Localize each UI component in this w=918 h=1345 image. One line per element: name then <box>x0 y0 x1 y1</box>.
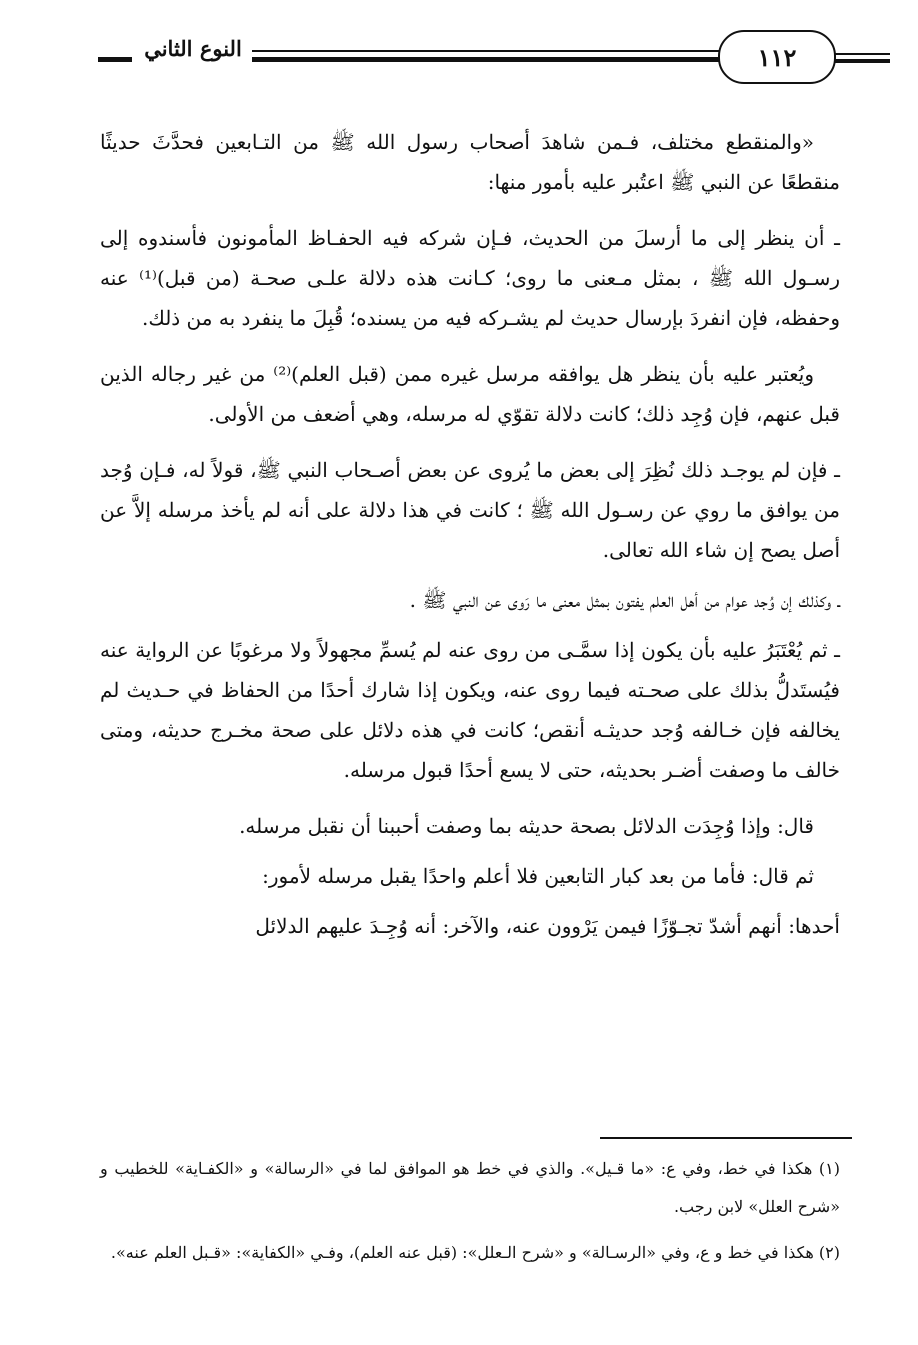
paragraph: ـ ثم يُعْتَبَرُ عليه بأن يكون إذا سمَّـى من روى عنه لم يُسمِّ مجهولاً ولا مرغوبًا عن الرواية عنه فيُستَدلُّ بذلك على صحـته فيما روى عنه، ويكون إذا شارك أحدًا من الحفاظ في حـديث لم يخالفه فإن خـالفه وُجد حديثـه أنقص؛ كانت في هذه دلائل على صحة مخـرج حديثه، ومتى خالف ما وصفت أضـر بحديثه، حتى لا يسع أحدًا قبول مرسله. <box>100 638 840 782</box>
header-rule-left <box>98 57 132 62</box>
main-text <box>100 122 840 956</box>
header-rule-thin <box>252 50 720 52</box>
paragraph: «والمنقطع مختلف، فـمن شاهدَ أصحاب رسول الله ﷺ من التـابعين فحدَّثَ حديثًا منقطعًا عن النبي ﷺ اعتُبر عليه بأمور منها: <box>100 130 840 194</box>
footnote: (٢) هكذا في خط و ع، وفي «الرسـالة» و «شرح الـعلل»: (قبل عنه العلم)، وفـي «الكفاية»: «قـبل العلم عنه». <box>110 1243 840 1262</box>
paragraph: ويُعتبر عليه بأن ينظر هل يوافقه مرسل غيره ممن (قبل العلم)⁽²⁾ من غير رجاله الذين قبل عنهم، فإن وُجِد ذلك؛ كانت دلالة تقوّي له مرسله، وهي أضعف من الأولى. <box>100 362 840 426</box>
paragraph: قال: وإذا وُجِدَت الدلائل بصحة حديثه بما وصفت أحببنا أن نقبل مرسله. <box>239 814 814 838</box>
paragraph: ـ فإن لم يوجـد ذلك نُظِرَ إلى بعض ما يُروى عن بعض أصـحاب النبي ﷺ، قولاً له، فـإن وُجد من يوافق ما روي عن رسـول الله ﷺ ؛ كانت في هذا دلالة على أنه لم يأخذ مرسله إلاَّ عن أصل يصح إن شاء الله تعالى. <box>100 458 840 562</box>
paragraph: ثم قال: فأما من بعد كبار التابعين فلا أعلم واحدًا يقبل مرسله لأمور: <box>262 864 814 888</box>
header-rule-right-thick <box>830 59 890 63</box>
footnote: (١) هكذا في خط، وفي ع: «ما قـيل». والذي في خط هو الموافق لما في «الرسالة» و «الكفـاية» للخطيب و «شرح العلل» لابن رجب. <box>100 1159 840 1216</box>
paragraph: ـ وكذلك إن وُجد عوام من أهل العلم يفتون بمثل معنى ما رَوى عن النبي ﷺ . <box>409 588 840 612</box>
header-rule-right-thin <box>830 53 890 55</box>
footnotes <box>100 1150 840 1280</box>
section-title: النوع الثاني <box>144 36 242 61</box>
header-rule-thick <box>252 57 720 62</box>
footnote-separator <box>600 1137 852 1139</box>
page-header <box>60 28 860 92</box>
page-number: ١١٢ <box>718 30 836 84</box>
paragraph: ـ أن ينظر إلى ما أرسلَ من الحديث، فـإن شركه فيه الحفـاظ المأمونون فأسندوه إلى رسـول الله ﷺ ، بمثل مـعنى ما روى؛ كـانت هذه دلالة علـى صحـة (من قبل)⁽¹⁾ عنه وحفظه، فإن انفردَ بإرسال حديث لم يشـركه فيه من يسنده؛ قُبِلَ ما ينفرد به من ذلك. <box>100 226 840 330</box>
paragraph: أحدها: أنهم أشدّ تجـوّزًا فيمن يَرْوون عنه، والآخر: أنه وُجِـدَ عليهم الدلائل <box>255 914 840 938</box>
